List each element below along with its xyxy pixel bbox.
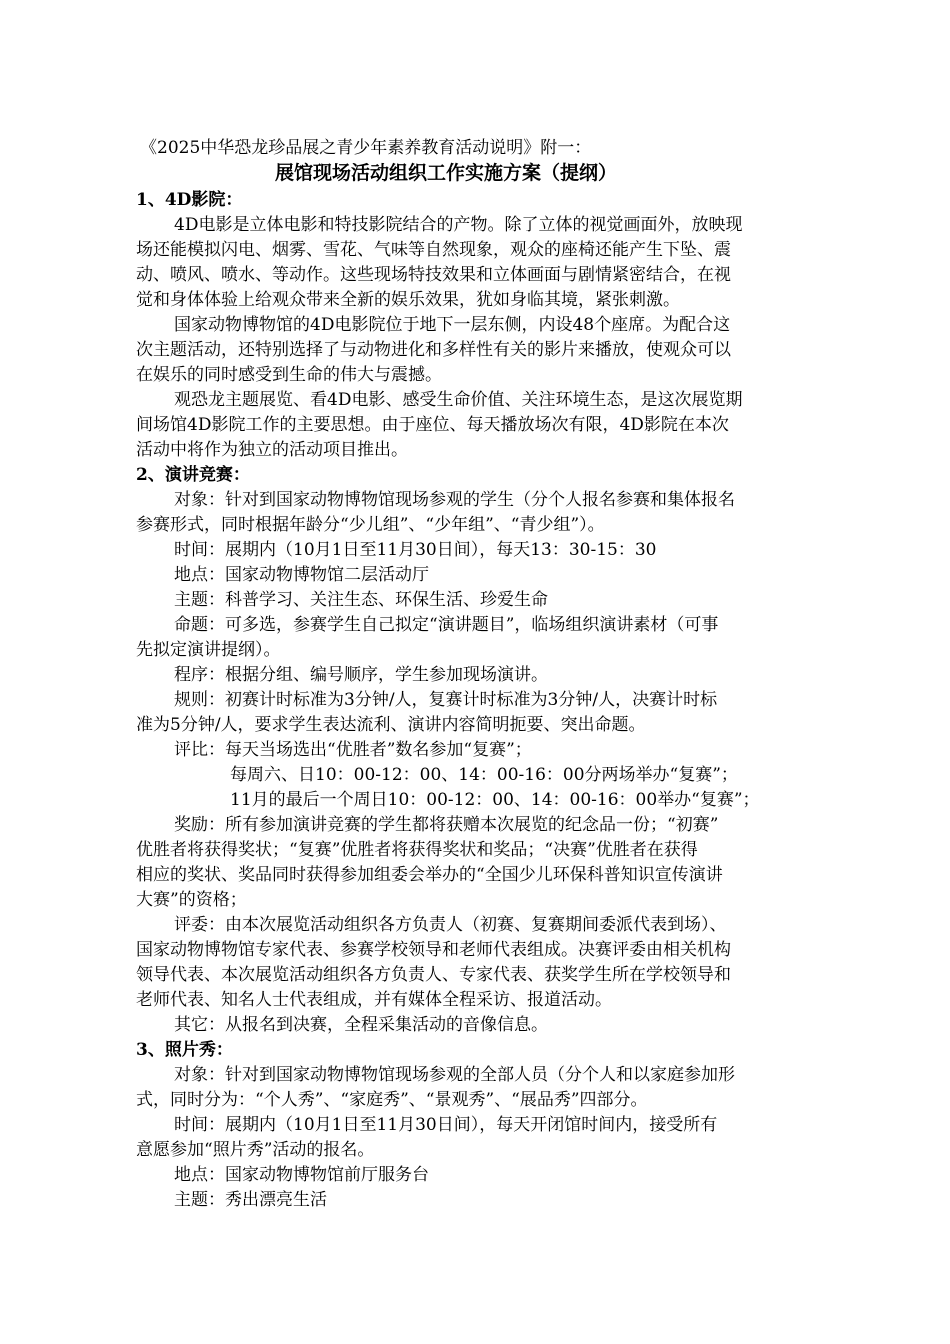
paragraph-line: 老师代表、知名人士代表组成，并有媒体全程采访、报道活动。 xyxy=(136,990,612,1010)
paragraph-line: 4D电影是立体电影和特技影院结合的产物。除了立体的视觉画面外，放映现 xyxy=(174,215,743,235)
paragraph-line: 主题：科普学习、关注生态、环保生活、珍爱生命 xyxy=(174,590,548,610)
text-line xyxy=(0,736,950,764)
paragraph-line: 地点：国家动物博物馆二层活动厅 xyxy=(174,565,429,585)
paragraph-line: 11月的最后一个周日10：00-12：00、14：00-16：00举办“复赛”； xyxy=(230,790,760,810)
text-line xyxy=(0,1086,950,1114)
text-line xyxy=(0,536,950,564)
text-line xyxy=(0,786,950,814)
text-line xyxy=(0,236,950,264)
text-line xyxy=(0,211,950,239)
paragraph-line: 大赛”的资格； xyxy=(136,890,247,910)
text-line xyxy=(0,336,950,364)
text-line xyxy=(0,411,950,439)
paragraph-line: 觉和身体体验上给观众带来全新的娱乐效果，犹如身临其境，紧张刺激。 xyxy=(136,290,680,310)
text-line xyxy=(0,311,950,339)
paragraph-line: 领导代表、本次展览活动组织各方负责人、专家代表、获奖学生所在学校领导和 xyxy=(136,965,731,985)
title-line xyxy=(0,159,950,187)
paragraph-line: 规则：初赛计时标准为3分钟/人，复赛计时标准为3分钟/人，决赛计时标 xyxy=(174,690,718,710)
paragraph-line: 地点：国家动物博物馆前厅服务台 xyxy=(174,1165,429,1185)
header-note: 《2025中华恐龙珍品展之青少年素养教育活动说明》附一： xyxy=(140,138,592,158)
text-line xyxy=(0,686,950,714)
text-line xyxy=(0,761,950,789)
text-line xyxy=(0,636,950,664)
text-line xyxy=(0,561,950,589)
text-line xyxy=(0,911,950,939)
paragraph-line: 时间：展期内（10月1日至11月30日间），每天开闭馆时间内，接受所有 xyxy=(174,1115,718,1135)
paragraph-line: 意愿参加“照片秀”活动的报名。 xyxy=(136,1140,375,1160)
paragraph-line: 对象：针对到国家动物博物馆现场参观的学生（分个人报名参赛和集体报名 xyxy=(174,490,735,510)
text-line xyxy=(0,361,950,389)
text-line xyxy=(0,886,950,914)
paragraph-line: 动、喷风、喷水、等动作。这些现场特技效果和立体画面与剧情紧密结合，在视 xyxy=(136,265,731,285)
text-line xyxy=(0,1111,950,1139)
text-line xyxy=(0,986,950,1014)
paragraph-line: 活动中将作为独立的活动项目推出。 xyxy=(136,440,408,460)
section-heading-speech: 2、演讲竞赛： xyxy=(136,465,250,485)
paragraph-line: 次主题活动，还特别选择了与动物进化和多样性有关的影片来播放，使观众可以 xyxy=(136,340,731,360)
paragraph-line: 优胜者将获得奖状；“复赛”优胜者将获得奖状和奖品；“决赛”优胜者在获得 xyxy=(136,840,698,860)
section-heading-line xyxy=(0,186,950,214)
text-line xyxy=(0,936,950,964)
text-line xyxy=(0,861,950,889)
paragraph-line: 准为5分钟/人，要求学生表达流利、演讲内容简明扼要、突出命题。 xyxy=(136,715,646,735)
text-line xyxy=(0,836,950,864)
paragraph-line: 评比：每天当场选出“优胜者”数名参加“复赛”； xyxy=(174,740,532,760)
header-note-line xyxy=(0,134,950,162)
paragraph-line: 奖励：所有参加演讲竞赛的学生都将获赠本次展览的纪念品一份；“初赛” xyxy=(174,815,719,835)
paragraph-line: 场还能模拟闪电、烟雾、雪花、气味等自然现象，观众的座椅还能产生下坠、震 xyxy=(136,240,731,260)
text-line xyxy=(0,711,950,739)
paragraph-line: 对象：针对到国家动物博物馆现场参观的全部人员（分个人和以家庭参加形 xyxy=(174,1065,735,1085)
text-line xyxy=(0,1061,950,1089)
section-heading-line xyxy=(0,1036,950,1064)
paragraph-line: 相应的奖状、奖品同时获得参加组委会举办的“全国少儿环保科普知识宣传演讲 xyxy=(136,865,723,885)
text-line xyxy=(0,486,950,514)
text-line xyxy=(0,1161,950,1189)
text-line xyxy=(0,586,950,614)
text-line xyxy=(0,286,950,314)
paragraph-line: 时间：展期内（10月1日至11月30日间），每天13：30-15：30 xyxy=(174,540,657,560)
paragraph-line: 式，同时分为：“个人秀”、“家庭秀”、“景观秀”、“展品秀”四部分。 xyxy=(136,1090,648,1110)
text-line xyxy=(0,611,950,639)
text-line xyxy=(0,386,950,414)
text-line xyxy=(0,1186,950,1214)
text-line xyxy=(0,811,950,839)
paragraph-line: 在娱乐的同时感受到生命的伟大与震撼。 xyxy=(136,365,442,385)
text-line xyxy=(0,1136,950,1164)
paragraph-line: 先拟定演讲提纲）。 xyxy=(136,640,281,660)
paragraph-line: 国家动物博物馆的4D电影院位于地下一层东侧，内设48个座席。为配合这 xyxy=(174,315,731,335)
paragraph-line: 参赛形式，同时根据年龄分“少儿组”、“少年组”、“青少组”）。 xyxy=(136,515,605,535)
paragraph-line: 观恐龙主题展览、看4D电影、感受生命价值、关注环境生态，是这次展览期 xyxy=(174,390,743,410)
paragraph-line: 程序：根据分组、编号顺序，学生参加现场演讲。 xyxy=(174,665,548,685)
paragraph-line: 主题：秀出漂亮生活 xyxy=(174,1190,327,1210)
text-line xyxy=(0,661,950,689)
paragraph-line: 国家动物博物馆专家代表、参赛学校领导和老师代表组成。决赛评委由相关机构 xyxy=(136,940,731,960)
section-heading-line xyxy=(0,461,950,489)
section-heading-4d: 1、4D影院： xyxy=(136,190,243,210)
paragraph-line: 间场馆4D影院工作的主要思想。由于座位、每天播放场次有限，4D影院在本次 xyxy=(136,415,729,435)
section-heading-photo: 3、照片秀： xyxy=(136,1040,233,1060)
paragraph-line: 评委：由本次展览活动组织各方负责人（初赛、复赛期间委派代表到场）、 xyxy=(174,915,727,935)
text-line xyxy=(0,961,950,989)
text-line xyxy=(0,436,950,464)
text-line xyxy=(0,511,950,539)
text-line xyxy=(0,1011,950,1039)
paragraph-line: 命题：可多选，参赛学生自己拟定“演讲题目”，临场组织演讲素材（可事 xyxy=(174,615,719,635)
page-title: 展馆现场活动组织工作实施方案（提纲） xyxy=(275,162,618,184)
paragraph-line: 其它：从报名到决赛，全程采集活动的音像信息。 xyxy=(174,1015,548,1035)
text-line xyxy=(0,261,950,289)
paragraph-line: 每周六、日10：00-12：00、14：00-16：00分两场举办“复赛”； xyxy=(230,765,738,785)
